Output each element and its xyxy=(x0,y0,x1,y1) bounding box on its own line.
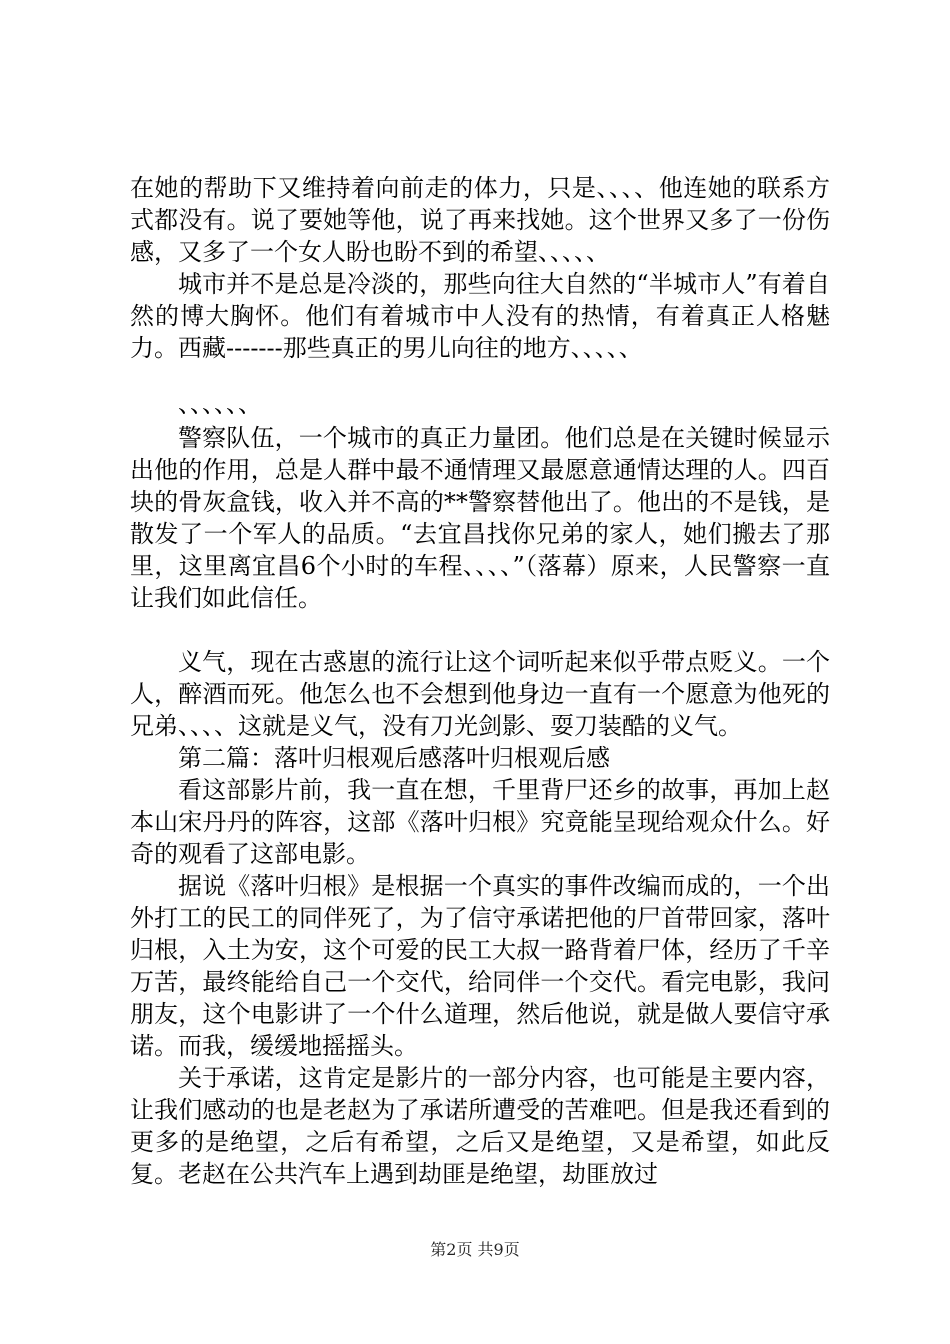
paragraph-story: 据说《落叶归根》是根据一个真实的事件改编而成的，一个出外打工的民工的同伴死了，为了信守承诺把他的尸首带回家，落叶归根，入土为安，这个可爱的民工大叔一路背着尸体，经历了千辛万苦，最终能给自己一个交代，给同伴一个交代。看完电影，我问朋友，这个电影讲了一个什么道理，然后他说，就是做人要信守承诺。而我，缓缓地摇摇头。 xyxy=(130,872,830,1060)
document-body xyxy=(130,172,830,1190)
paragraph-intro: 看这部影片前，我一直在想，千里背尸还乡的故事，再加上赵本山宋丹丹的阵容，这部《落叶归根》究竟能呈现给观众什么。好奇的观看了这部电影。 xyxy=(130,776,830,868)
page-footer xyxy=(0,1240,950,1260)
paragraph-promise: 关于承诺，这肯定是影片的一部分内容，也可能是主要内容，让我们感动的也是老赵为了承诺所遭受的苦难吧。但是我还看到的更多的是绝望，之后有希望，之后又是绝望，又是希望，如此反复。老赵在公共汽车上遇到劫匪是绝望，劫匪放过 xyxy=(130,1064,830,1188)
paragraph-police: 警察队伍，一个城市的真正力量团。他们总是在关键时候显示出他的作用，总是人群中最不通情理又最愿意通情达理的人。四百块的骨灰盒钱，收入并不高的**警察替他出了。他出的不是钱，是散发了一个军人的品质。“去宜昌找你兄弟的家人，她们搬去了那里，这里离宜昌6个小时的车程、、、、”（落幕）原来，人民警察一直让我们如此信任。 xyxy=(130,424,830,612)
section-heading: 第二篇：落叶归根观后感落叶归根观后感 xyxy=(178,744,610,772)
paragraph-loyalty: 义气，现在古惑崽的流行让这个词听起来似乎带点贬义。一个人，醉酒而死。他怎么也不会想到他身边一直有一个愿意为他死的兄弟、、、、这就是义气，没有刀光剑影、耍刀装酷的义气。 xyxy=(130,648,830,740)
paragraph-ellipsis: 、、、、、、 xyxy=(178,390,262,418)
paragraph-city: 城市并不是总是冷淡的，那些向往大自然的“半城市人”有着自然的博大胸怀。他们有着城市中人没有的热情，有着真正人格魅力。西藏-------那些真正的男儿向往的地方、、、、、 xyxy=(130,270,830,362)
paragraph-continuation: 在她的帮助下又维持着向前走的体力，只是、、、、他连她的联系方式都没有。说了要她等他，说了再来找她。这个世界又多了一份伤感，又多了一个女人盼也盼不到的希望、、、、、 xyxy=(130,174,830,266)
page-number: 第2页 共9页 xyxy=(430,1240,520,1259)
